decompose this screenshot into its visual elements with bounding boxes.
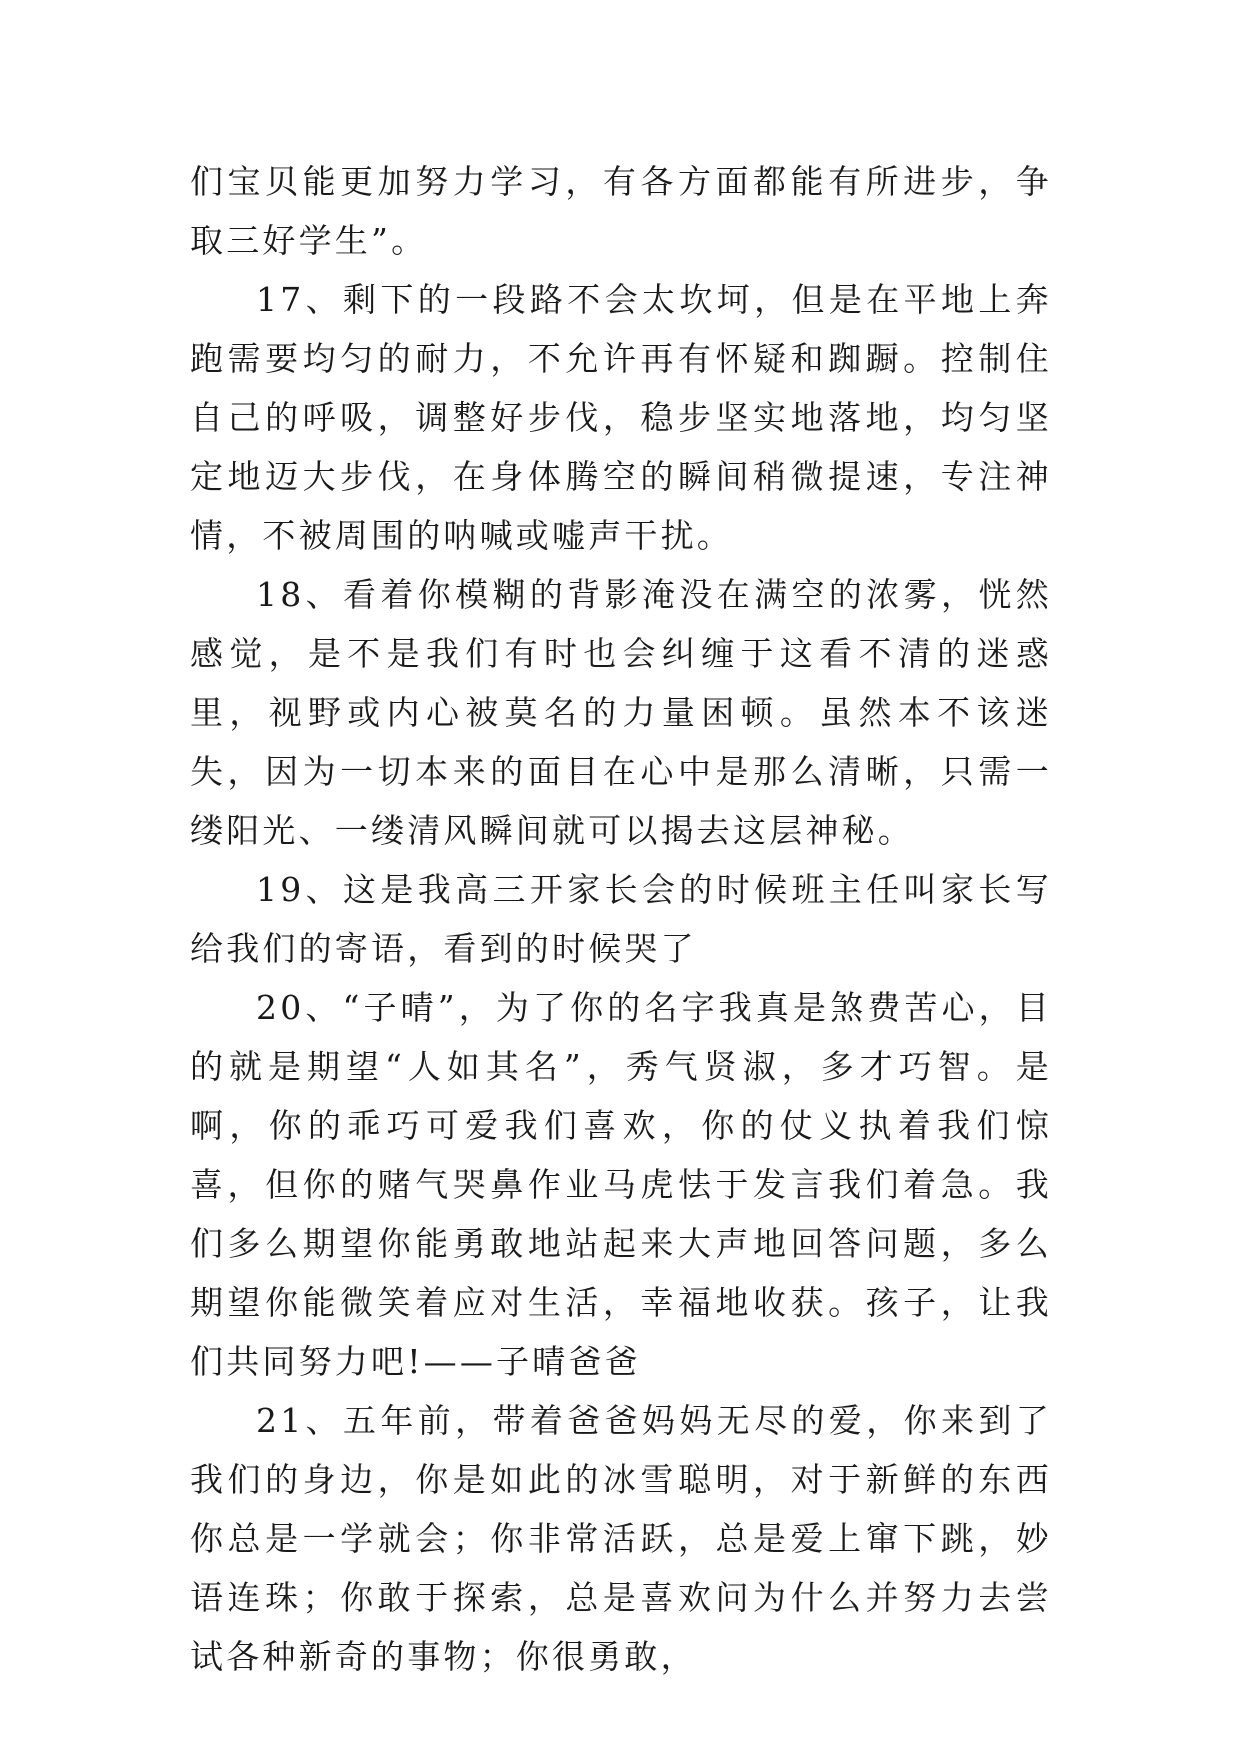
paragraph-17: 17、剩下的一段路不会太坎坷，但是在平地上奔跑需要均匀的耐力，不允许再有怀疑和踟蹰。控制住自己的呼吸，调整好步伐，稳步坚实地落地，均匀坚定地迈大步伐，在身体腾空的瞬间稍微提速，专注神情，不被周围的呐喊或嘘声干扰。 [190, 280, 1052, 555]
paragraph-21: 21、五年前，带着爸爸妈妈无尽的爱，你来到了我们的身边，你是如此的冰雪聪明，对于新鲜的东西你总是一学就会；你非常活跃，总是爱上窜下跳，妙语连珠；你敢于探索，总是喜欢问为什么并努力去尝试各种新奇的事物；你很勇敢， [190, 1401, 1052, 1676]
paragraph-19: 19、这是我高三开家长会的时候班主任叫家长写给我们的寄语，看到的时候哭了 [190, 870, 1052, 968]
paragraph-20: 20、“子晴”，为了你的名字我真是煞费苦心，目的就是期望“人如其名”，秀气贤淑，多才巧智。是啊，你的乖巧可爱我们喜欢，你的仗义执着我们惊喜，但你的赌气哭鼻作业马虎怯于发言我们着急。我们多么期望你能勇敢地站起来大声地回答问题，多么期望你能微笑着应对生活，幸福地收获。孩子，让我们共同努力吧!——子晴爸爸 [190, 988, 1052, 1381]
document-body [190, 152, 1052, 1686]
paragraph-18: 18、看着你模糊的背影淹没在满空的浓雾，恍然感觉，是不是我们有时也会纠缠于这看不清的迷惑里，视野或内心被莫名的力量困顿。虽然本不该迷失，因为一切本来的面目在心中是那么清晰，只需一缕阳光、一缕清风瞬间就可以揭去这层神秘。 [190, 575, 1052, 850]
paragraph-continuation: 们宝贝能更加努力学习，有各方面都能有所进步，争取三好学生”。 [190, 162, 1052, 260]
